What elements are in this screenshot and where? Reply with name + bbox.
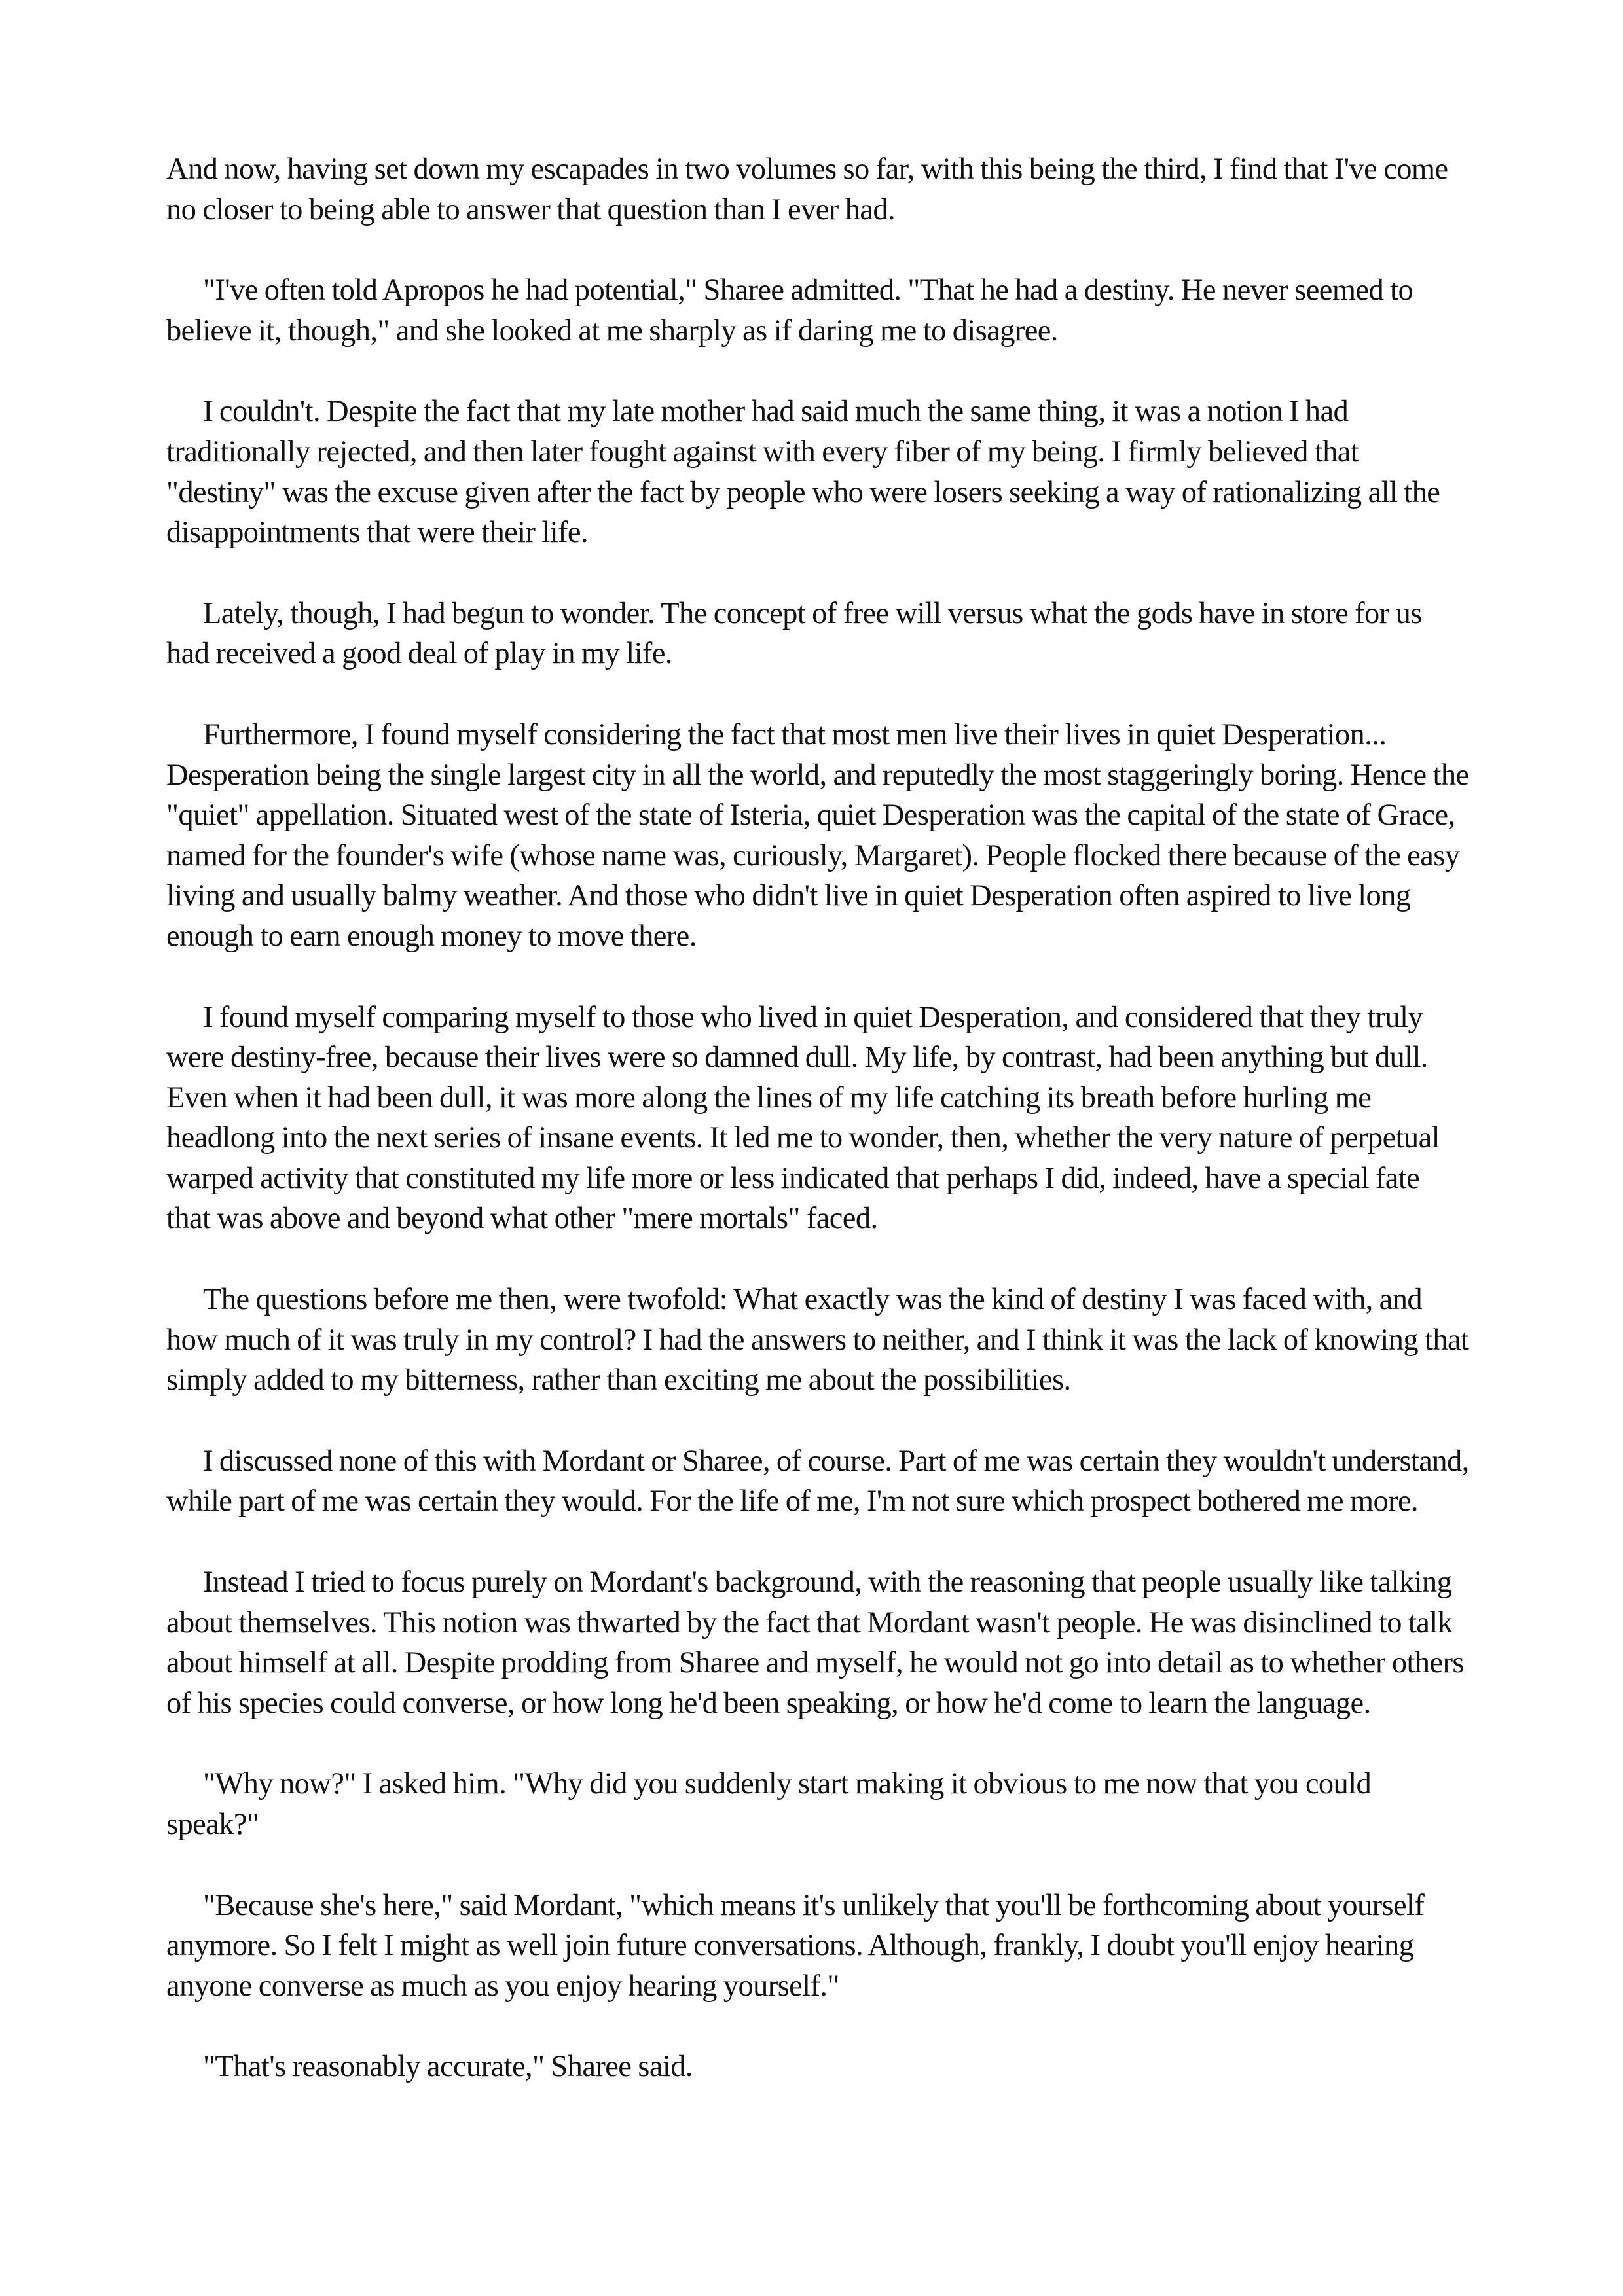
document-page — [166, 149, 1469, 2128]
paragraph-12: "That's reasonably accurate," Sharee said. — [203, 2050, 693, 2084]
paragraph-10: "Why now?" I asked him. "Why did you suddenly start making it obvious to me now that you could speak?" — [166, 1767, 1372, 1841]
paragraph-7: The questions before me then, were twofold: What exactly was the kind of destiny I was faced with, and how much of it was truly in my control? I had the answers to neither, and I think it was the lack of knowing that simply added to my bitterness, rather than exciting me about the possibilities. — [166, 1283, 1469, 1397]
paragraph-1: And now, having set down my escapades in two volumes so far, with this being the third, I find that I've come no closer to being able to answer that question than I ever had. — [166, 152, 1448, 226]
paragraph-8: I discussed none of this with Mordant or Sharee, of course. Part of me was certain they wouldn't understand, while part of me was certain they would. For the life of me, I'm not sure which prospect bothered me more. — [166, 1444, 1469, 1518]
paragraph-11: "Because she's here," said Mordant, "which means it's unlikely that you'll be forthcoming about yourself anymore. So I felt I might as well join future conversations. Although, frankly, I doubt you'll enjoy hearing anyone converse as much as you enjoy hearing yourself." — [166, 1888, 1425, 2003]
paragraph-3: I couldn't. Despite the fact that my late mother had said much the same thing, it was a notion I had traditionally rejected, and then later fought against with every fiber of my being. I firmly believed that "destiny" was the excuse given after the fact by people who were losers seeking a way of rationalizing all the disappointments that were their life. — [166, 395, 1440, 550]
paragraph-9: Instead I tried to focus purely on Mordant's background, with the reasoning that people usually like talking about themselves. This notion was thwarted by the fact that Mordant wasn't people. He was disinclined to talk about himself at all. Despite prodding from Sharee and myself, he would not go into detail as to whether others of his species could converse, or how long he'd been speaking, or how he'd come to learn the language. — [166, 1566, 1464, 1720]
paragraph-5: Furthermore, I found myself considering the fact that most men live their lives in quiet Desperation... Desperation being the single largest city in all the world, and reputedly the most staggeringly boring. Hence the "quiet" appellation. Situated west of the state of Isteria, quiet Desperation was the capital of the state of Grace, named for the founder's wife (whose name was, curiously, Margaret). People flocked there because of the easy living and usually balmy weather. And those who didn't live in quiet Desperation often aspired to live long enough to earn enough money to move there. — [166, 717, 1469, 953]
paragraph-2: "I've often told Apropos he had potential," Sharee admitted. "That he had a destiny. He never seemed to believe it, though," and she looked at me sharply as if daring me to disagree. — [166, 274, 1413, 348]
paragraph-6: I found myself comparing myself to those who lived in quiet Desperation, and considered that they truly were destiny-free, because their lives were so damned dull. My life, by contrast, had been anything but dull. Even when it had been dull, it was more along the lines of my life catching its breath before hurling me headlong into the next series of insane events. It led me to wonder, then, whether the very nature of perpetual warped activity that constituted my life more or less indicated that perhaps I did, indeed, have a special fate that was above and beyond what other "mere mortals" faced. — [166, 1000, 1440, 1236]
paragraph-4: Lately, though, I had begun to wonder. The concept of free will versus what the gods have in store for us had received a good deal of play in my life. — [166, 596, 1422, 671]
